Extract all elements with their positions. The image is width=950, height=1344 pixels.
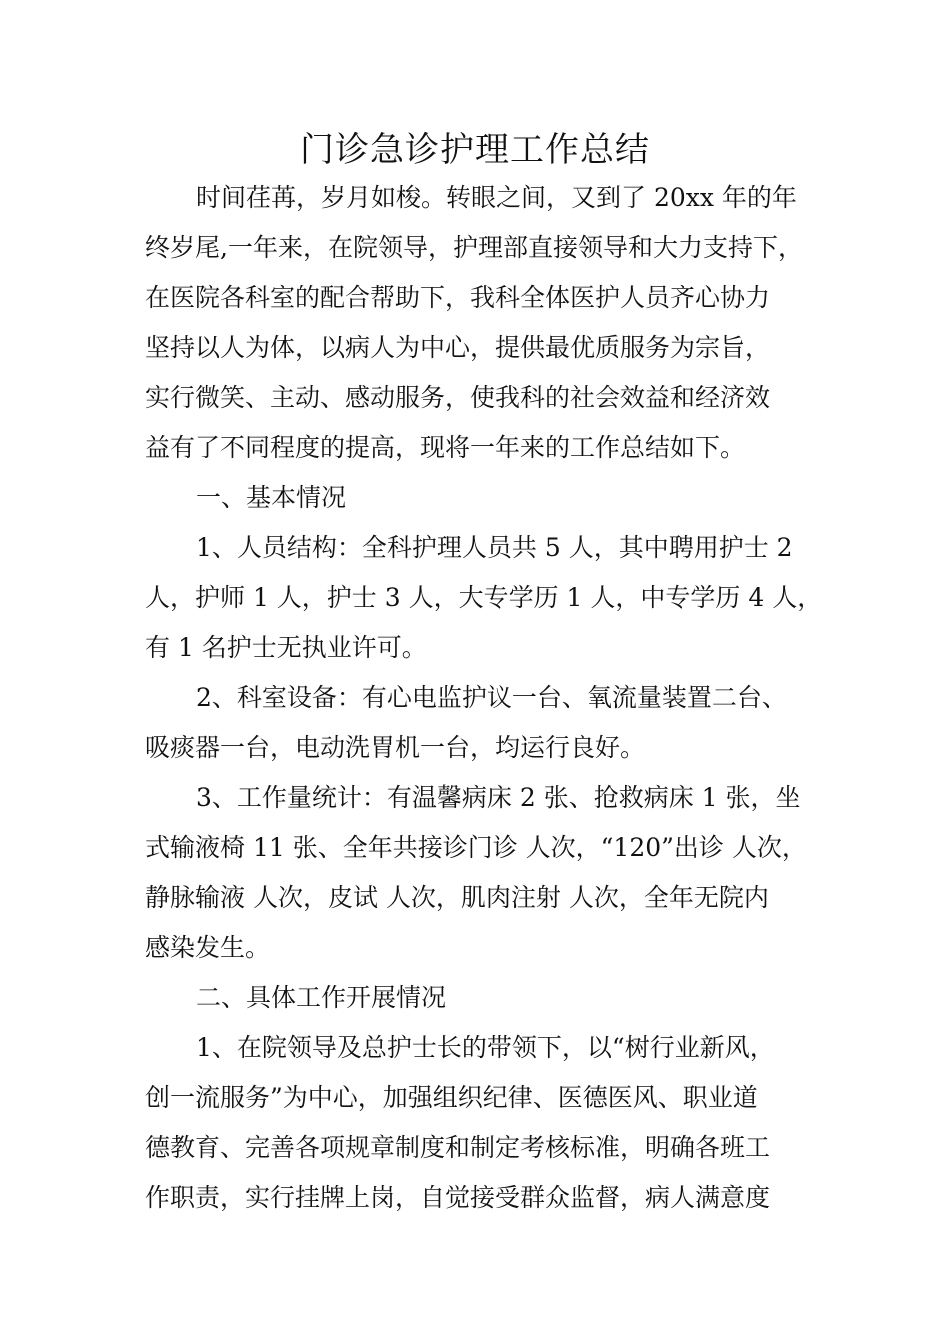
paragraph-line: 坚持以人为体，以病人为中心，提供最优质服务为宗旨， (145, 333, 771, 362)
paragraph-line: 作职责，实行挂牌上岗，自觉接受群众监督，病人满意度 (145, 1183, 771, 1212)
paragraph-line: 2、科室设备：有心电监护议一台、氧流量装置二台、 (196, 683, 787, 712)
paragraph-line: 人，护师 1 人，护士 3 人，大专学历 1 人，中专学历 4 人， (145, 583, 823, 612)
paragraph-line: 实行微笑、主动、感动服务，使我科的社会效益和经济效 (145, 383, 771, 412)
paragraph-line: 式输液椅 11 张、全年共接诊门诊 人次，“120”出诊 人次， (145, 833, 807, 862)
paragraph-line: 静脉输液 人次，皮试 人次，肌肉注射 人次，全年无院内 (145, 883, 769, 912)
document-title: 门诊急诊护理工作总结 (300, 130, 650, 170)
paragraph-line: 3、工作量统计：有温馨病床 2 张、抢救病床 1 张，坐 (196, 783, 801, 812)
paragraph-line: 1、人员结构：全科护理人员共 5 人，其中聘用护士 2 (196, 533, 793, 562)
paragraph-line: 感染发生。 (145, 933, 271, 962)
paragraph-line: 有 1 名护士无执业许可。 (145, 633, 427, 662)
paragraph-line: 时间荏苒，岁月如梭。转眼之间，又到了 20xx 年的年 (196, 183, 797, 212)
paragraph-line: 益有了不同程度的提高，现将一年来的工作总结如下。 (145, 433, 746, 462)
paragraph-line: 吸痰器一台，电动洗胃机一台，均运行良好。 (145, 733, 646, 762)
section-heading: 二、具体工作开展情况 (196, 983, 447, 1012)
paragraph-line: 创一流服务”为中心，加强组织纪律、医德医风、职业道 (145, 1083, 758, 1112)
paragraph-line: 在医院各科室的配合帮助下，我科全体医护人员齐心协力 (145, 283, 771, 312)
section-heading: 一、基本情况 (196, 483, 347, 512)
paragraph-line: 德教育、完善各项规章制度和制定考核标准，明确各班工 (145, 1133, 771, 1162)
paragraph-line: 终岁尾,一年来，在院领导，护理部直接领导和大力支持下， (145, 233, 803, 262)
paragraph-line: 1、在院领导及总护士长的带领下，以“树行业新风， (196, 1033, 775, 1062)
